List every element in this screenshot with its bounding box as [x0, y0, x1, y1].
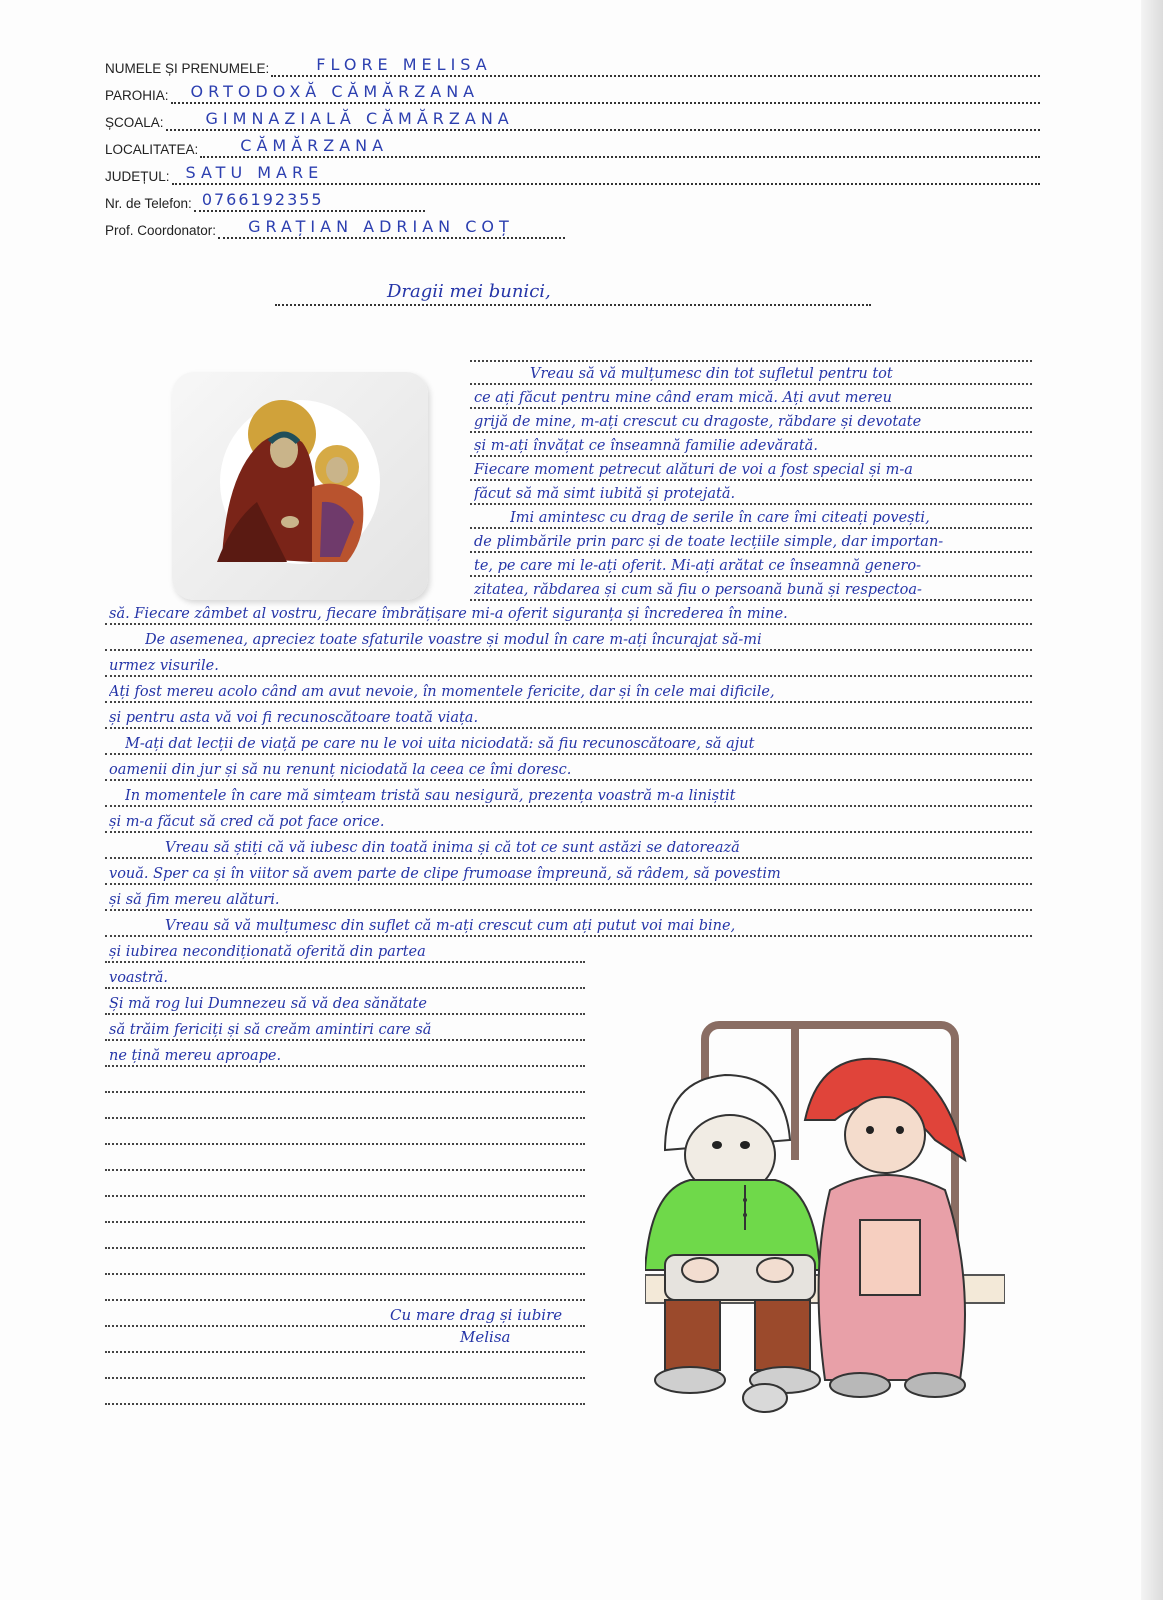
letter-line: și iubirea necondiționată oferită din partea — [105, 936, 585, 963]
letter-line: să trăim fericiți și să creăm amintiri care să — [105, 1014, 585, 1041]
madonna-child-icon — [172, 372, 428, 600]
letter-line: Ați fost mereu acolo când am avut nevoie, în momentele fericite, dar și în cele mai dificile, — [105, 676, 1032, 703]
letter-line: oamenii din jur și să nu renunț niciodată la ceea ce îmi doresc. — [105, 754, 1032, 781]
form-field-parish: PAROHIA: ORTODOXĂ CĂMĂRZANA — [105, 82, 1040, 104]
paper-edge — [1141, 0, 1163, 1600]
letter-line — [105, 1352, 585, 1379]
letter-line — [105, 1274, 585, 1301]
letter-line: De asemenea, apreciez toate sfaturile voastre și modul în care m-ați încurajat să-mi — [105, 624, 1032, 651]
closing-text: Cu mare drag și iubire — [390, 1306, 563, 1324]
religious-icon-card — [172, 372, 428, 600]
letter-line: Și mă rog lui Dumnezeu să vă dea sănătate — [105, 988, 585, 1015]
letter-line: vouă. Sper ca și în viitor să avem parte de clipe frumoase împreună, să râdem, să povestim — [105, 858, 1032, 885]
letter-line — [105, 1144, 585, 1171]
letter-line: Vreau să vă mulțumesc din tot sufletul pentru tot — [470, 358, 1032, 385]
letter-line: și să fim mereu alături. — [105, 884, 1032, 911]
letter-line: Vreau să vă mulțumesc din suflet că m-ați crescut cum ați putut voi mai bine, — [105, 910, 1032, 937]
phone-value: 0766192355 — [201, 190, 324, 209]
parish-value: ORTODOXĂ CĂMĂRZANA — [190, 82, 480, 101]
locality-value: CĂMĂRZANA — [240, 136, 389, 155]
letter-line: grijă de mine, m-ați crescut cu dragoste, răbdare și devotate — [470, 406, 1032, 433]
letter-line — [105, 1222, 585, 1249]
form-field-county: JUDEȚUL: SATU MARE — [105, 163, 1040, 185]
letter-line: și m-ați învățat ce înseamnă familie adevărată. — [470, 430, 1032, 457]
letter-line: și pentru asta vă voi fi recunoscătoare toată viața. — [105, 702, 1032, 729]
letter-line — [105, 1092, 585, 1119]
greeting-line — [275, 270, 871, 306]
letter-line: ce ați făcut pentru mine când eram mică. Ați avut mereu — [470, 382, 1032, 409]
letter-line: de plimbările prin parc și de toate lecțiile simple, dar importan- — [470, 526, 1032, 553]
letter-line — [105, 1170, 585, 1197]
letter-line: Îmi amintesc cu drag de serile în care îmi citeați povești, — [470, 502, 1032, 529]
letter-line: te, pe care mi le-ați oferit. Mi-ați arătat ce înseamnă genero- — [470, 550, 1032, 577]
letter-line: Fiecare moment petrecut alături de voi a fost special și m-a — [470, 454, 1032, 481]
letter-line: voastră. — [105, 962, 585, 989]
grandparents-drawing — [645, 1020, 1005, 1420]
letter-line — [105, 1118, 585, 1145]
name-value: FLORE MELISA — [316, 55, 492, 74]
letter-line: făcut să mă simt iubită și protejată. — [470, 478, 1032, 505]
letter-line: să. Fiecare zâmbet al vostru, fiecare îmbrățișare mi-a oferit siguranța și încrederea în mine. — [105, 598, 1032, 625]
letter-line — [105, 1066, 585, 1093]
form-field-coordinator: Prof. Coordonator: GRAȚIAN ADRIAN COȚ — [105, 217, 565, 239]
letter-line — [105, 1378, 585, 1405]
letter-line: și m-a făcut să cred că pot face orice. — [105, 806, 1032, 833]
letter-line: ne țină mereu aproape. — [105, 1040, 585, 1067]
letter-line — [105, 1248, 585, 1275]
letter-line: M-ați dat lecții de viață pe care nu le voi uita niciodată: să fiu recunoscătoare, să ajut — [105, 728, 1032, 755]
letter-line: zitatea, răbdarea și cum să fiu o persoană bună și respectoa- — [470, 574, 1032, 601]
letter-line: urmez visurile. — [105, 650, 1032, 677]
school-value: GIMNAZIALĂ CĂMĂRZANA — [205, 109, 514, 128]
greeting-text: Dragii mei bunici, — [387, 281, 551, 302]
signature: Melisa — [460, 1328, 511, 1346]
county-value: SATU MARE — [185, 163, 324, 182]
letter-line — [105, 1326, 585, 1353]
letter-line: În momentele în care mă simțeam tristă sau nesigură, prezența voastră m-a liniștit — [105, 780, 1032, 807]
form-field-name: NUMELE ȘI PRENUMELE: FLORE MELISA — [105, 55, 1040, 77]
form-field-locality: LOCALITATEA: CĂMĂRZANA — [105, 136, 1040, 158]
coordinator-value: GRAȚIAN ADRIAN COȚ — [248, 217, 514, 236]
form-field-school: ȘCOALA: GIMNAZIALĂ CĂMĂRZANA — [105, 109, 1040, 131]
letter-line — [105, 1196, 585, 1223]
form-field-phone: Nr. de Telefon: 0766192355 — [105, 190, 425, 212]
letter-line: Vreau să știți că vă iubesc din toată inima și că tot ce sunt astăzi se datorează — [105, 832, 1032, 859]
